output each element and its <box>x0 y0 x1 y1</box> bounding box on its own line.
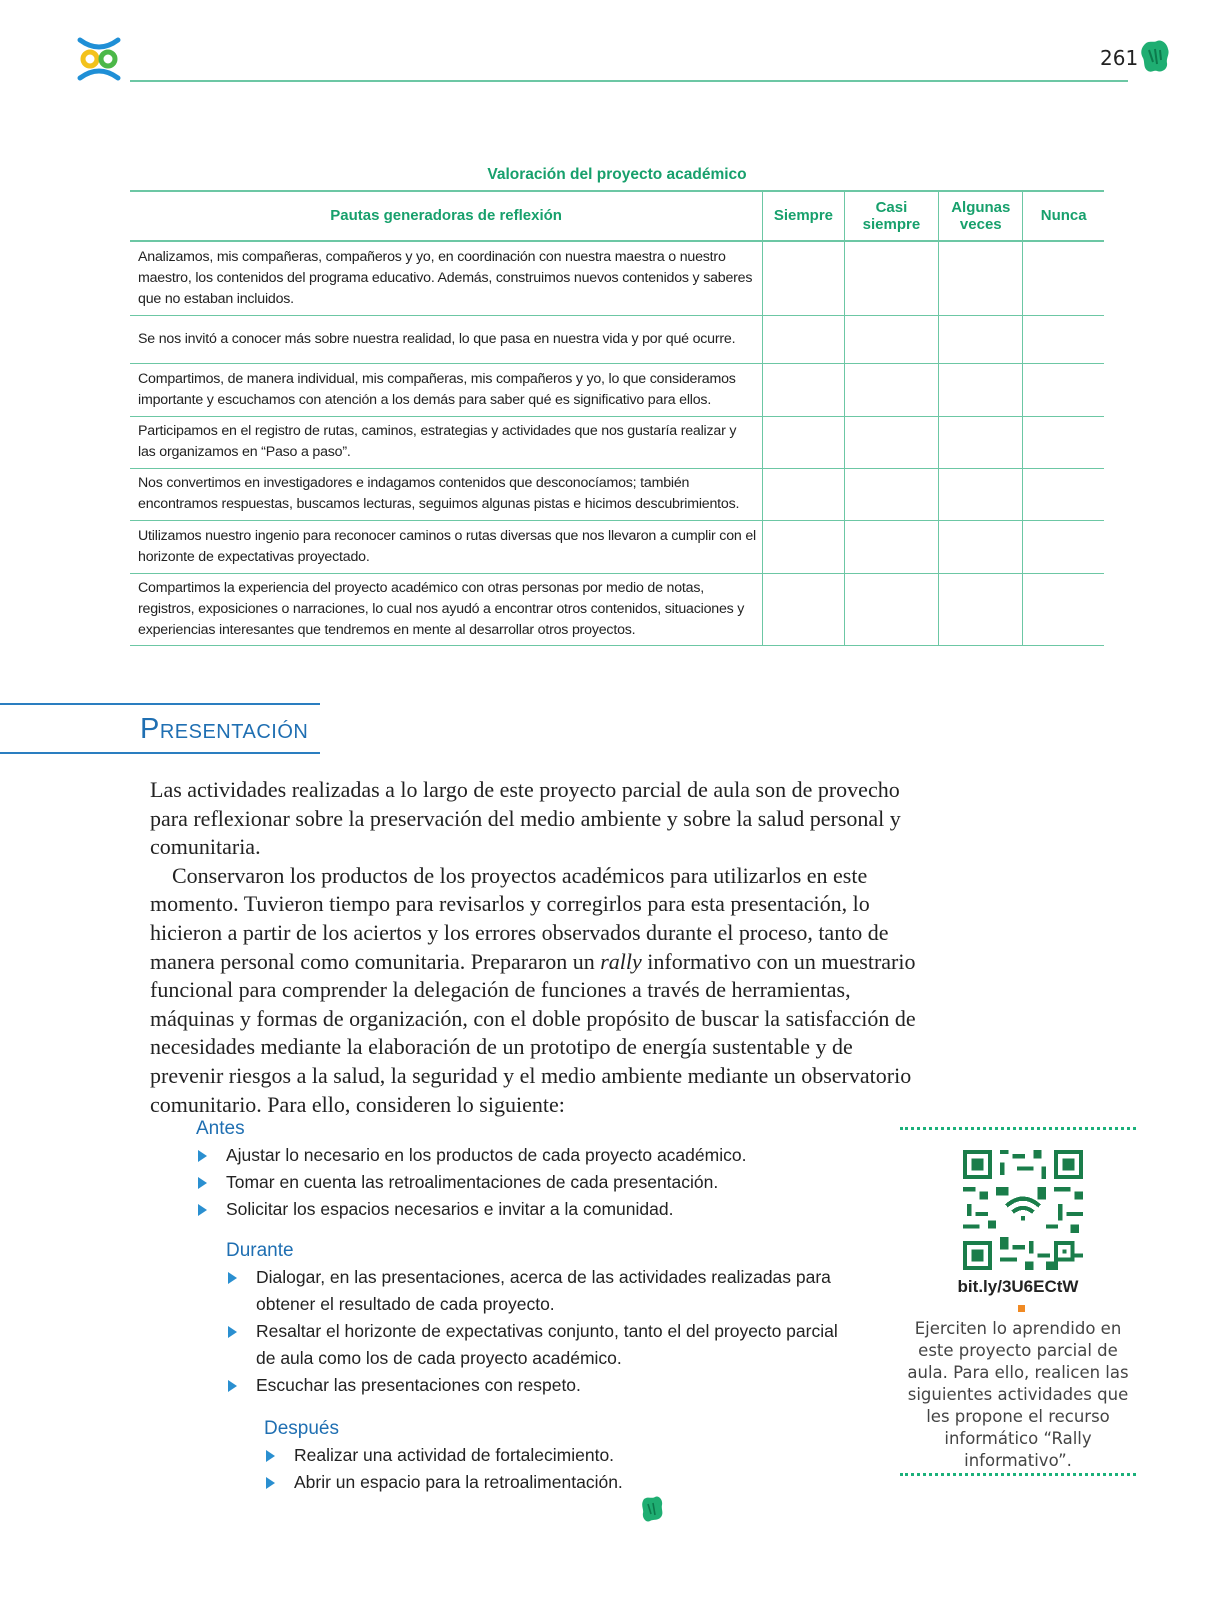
checkbox-cell-casi-siempre[interactable] <box>844 468 939 520</box>
page-number: 261 <box>1100 46 1139 70</box>
body-text <box>150 776 920 1119</box>
criterion-cell: Utilizamos nuestro ingenio para reconocer caminos o rutas diversas que nos llevaron a cumplir con el horizonte de expectativas proyectado. <box>130 520 763 573</box>
column-header-casi-siempre: Casi siempre <box>844 191 939 241</box>
table-row <box>130 241 1104 315</box>
checkbox-cell-nunca[interactable] <box>1023 573 1104 645</box>
table-header-row <box>130 191 1104 241</box>
checkbox-cell-siempre[interactable] <box>763 416 844 468</box>
durante-list <box>226 1240 846 1399</box>
checkbox-cell-nunca[interactable] <box>1023 363 1104 416</box>
checkbox-cell-casi-siempre[interactable] <box>844 363 939 416</box>
criterion-cell: Se nos invitó a conocer más sobre nuestra realidad, lo que pasa en nuestra vida y por qué ocurre. <box>130 315 763 363</box>
criterion-cell: Nos convertimos en investigadores e indagamos contenidos que desconocíamos; también encontramos respuestas, buscamos lecturas, seguimos algunas pistas e hicimos descubrimientos. <box>130 468 763 520</box>
criterion-cell: Compartimos la experiencia del proyecto académico con otras personas por medio de notas, registros, exposiciones o narraciones, lo cual nos ayudó a encontrar otros contenidos, situaciones y experiencias interesantes que tendremos en mente al desarrollar otros proyectos. <box>130 573 763 645</box>
resource-link[interactable]: bit.ly/3U6ECtW <box>957 1277 1079 1296</box>
checkbox-cell-nunca[interactable] <box>1023 520 1104 573</box>
paragraph-1: Las actividades realizadas a lo largo de este proyecto parcial de aula son de provecho para reflexionar sobre la preservación del medio ambiente y sobre la salud personal y comunitaria. <box>150 777 901 860</box>
antes-heading: Antes <box>196 1118 245 1139</box>
table-row <box>130 468 1104 520</box>
checkbox-cell-casi-siempre[interactable] <box>844 315 939 363</box>
checkbox-cell-siempre[interactable] <box>763 363 844 416</box>
program-logo-icon <box>74 34 124 84</box>
checkbox-cell-algunas-veces[interactable] <box>939 573 1023 645</box>
evaluation-table <box>130 190 1104 646</box>
triangle-bullet-icon <box>198 1204 207 1216</box>
checkbox-cell-algunas-veces[interactable] <box>939 363 1023 416</box>
checkbox-cell-casi-siempre[interactable] <box>844 520 939 573</box>
antes-list <box>196 1118 796 1223</box>
table-row <box>130 416 1104 468</box>
checkbox-cell-algunas-veces[interactable] <box>939 520 1023 573</box>
column-header-pautas: Pautas generadoras de reflexión <box>130 191 763 241</box>
triangle-bullet-icon <box>228 1272 237 1284</box>
table-row <box>130 520 1104 573</box>
table-row <box>130 363 1104 416</box>
list-item: Abrir un espacio para la retroalimentación. <box>264 1469 824 1496</box>
checkbox-cell-algunas-veces[interactable] <box>939 241 1023 315</box>
sidebar-text: Ejerciten lo aprendido en este proyecto parcial de aula. Para ello, realicen las siguientes actividades que les propone el recurso informático “Rally informativo”. <box>907 1319 1129 1470</box>
criterion-cell: Participamos en el registro de rutas, caminos, estrategias y actividades que nos gustaría realizar y las organizamos en “Paso a paso”. <box>130 416 763 468</box>
header-rule <box>130 80 1128 82</box>
column-header-algunas-veces: Algunas veces <box>939 191 1023 241</box>
list-item: Escuchar las presentaciones con respeto. <box>226 1372 846 1399</box>
checkbox-cell-casi-siempre[interactable] <box>844 241 939 315</box>
table-title: Valoración del proyecto académico <box>487 166 747 183</box>
sidebar-dotted-rule-bottom <box>900 1473 1136 1476</box>
criterion-cell: Analizamos, mis compañeras, compañeros y yo, en coordinación con nuestra maestra o nuestro maestro, los contenidos del programa educativo. Además, construimos nuevos contenidos y saberes que no estaban incluidos. <box>130 241 763 315</box>
checkbox-cell-casi-siempre[interactable] <box>844 416 939 468</box>
list-item: Realizar una actividad de fortalecimiento. <box>264 1442 824 1469</box>
despues-heading: Después <box>264 1418 339 1439</box>
section-rule-bottom <box>0 752 320 754</box>
paragraph-2: Conservaron los productos de los proyectos académicos para utilizarlos en este momento. Tuvieron tiempo para revisarlos y corregirlos para esta presentación, lo hicieron a partir de los aciertos y los errores observados durante el proceso, tanto de manera personal como comunitaria. Prepararon un rally informativo con un muestrario funcional para comprender la delegación de funciones a través de herramientas, máquinas y formas de organización, con el doble propósito de buscar la satisfacción de necesidades mediante la elaboración de un prototipo de energía sustentable y de prevenir riesgos a la salud, la seguridad y el medio ambiente mediante un observatorio comunitario. Para ello, consideren lo siguiente: <box>150 862 916 1117</box>
section-title: Presentación <box>140 713 309 745</box>
triangle-bullet-icon <box>266 1450 275 1462</box>
list-item: Dialogar, en las presentaciones, acerca de las actividades realizadas para obtener el resultado de cada proyecto. <box>226 1264 846 1318</box>
triangle-bullet-icon <box>266 1477 275 1489</box>
green-blob-icon <box>1140 40 1170 74</box>
qr-code-icon[interactable] <box>963 1150 1083 1270</box>
triangle-bullet-icon <box>228 1326 237 1338</box>
checkbox-cell-nunca[interactable] <box>1023 468 1104 520</box>
checkbox-cell-siempre[interactable] <box>763 241 844 315</box>
checkbox-cell-algunas-veces[interactable] <box>939 315 1023 363</box>
triangle-bullet-icon <box>198 1177 207 1189</box>
checkbox-cell-siempre[interactable] <box>763 573 844 645</box>
table-row <box>130 573 1104 645</box>
table-row <box>130 315 1104 363</box>
checkbox-cell-nunca[interactable] <box>1023 416 1104 468</box>
list-item: Tomar en cuenta las retroalimentaciones de cada presentación. <box>196 1169 796 1196</box>
column-header-nunca: Nunca <box>1023 191 1104 241</box>
triangle-bullet-icon <box>228 1380 237 1392</box>
section-rule-top <box>0 703 320 705</box>
triangle-bullet-icon <box>198 1150 207 1162</box>
despues-list <box>264 1418 824 1496</box>
checkbox-cell-nunca[interactable] <box>1023 315 1104 363</box>
list-item: Ajustar lo necesario en los productos de cada proyecto académico. <box>196 1142 796 1169</box>
sidebar-dotted-rule-top <box>900 1127 1136 1130</box>
durante-heading: Durante <box>226 1240 294 1261</box>
checkbox-cell-algunas-veces[interactable] <box>939 416 1023 468</box>
checkbox-cell-nunca[interactable] <box>1023 241 1104 315</box>
checkbox-cell-algunas-veces[interactable] <box>939 468 1023 520</box>
checkbox-cell-siempre[interactable] <box>763 315 844 363</box>
checkbox-cell-casi-siempre[interactable] <box>844 573 939 645</box>
checkbox-cell-siempre[interactable] <box>763 520 844 573</box>
list-item: Solicitar los espacios necesarios e invitar a la comunidad. <box>196 1196 796 1223</box>
list-item: Resaltar el horizonte de expectativas conjunto, tanto el del proyecto parcial de aula como los de cada proyecto académico. <box>226 1318 846 1372</box>
criterion-cell: Compartimos, de manera individual, mis compañeras, mis compañeros y yo, lo que consideramos importante y escuchamos con atención a los demás para saber qué es significativo para ellos. <box>130 363 763 416</box>
orange-square-icon <box>1018 1305 1025 1312</box>
checkbox-cell-siempre[interactable] <box>763 468 844 520</box>
green-blob-icon <box>640 1496 664 1522</box>
column-header-siempre: Siempre <box>763 191 844 241</box>
